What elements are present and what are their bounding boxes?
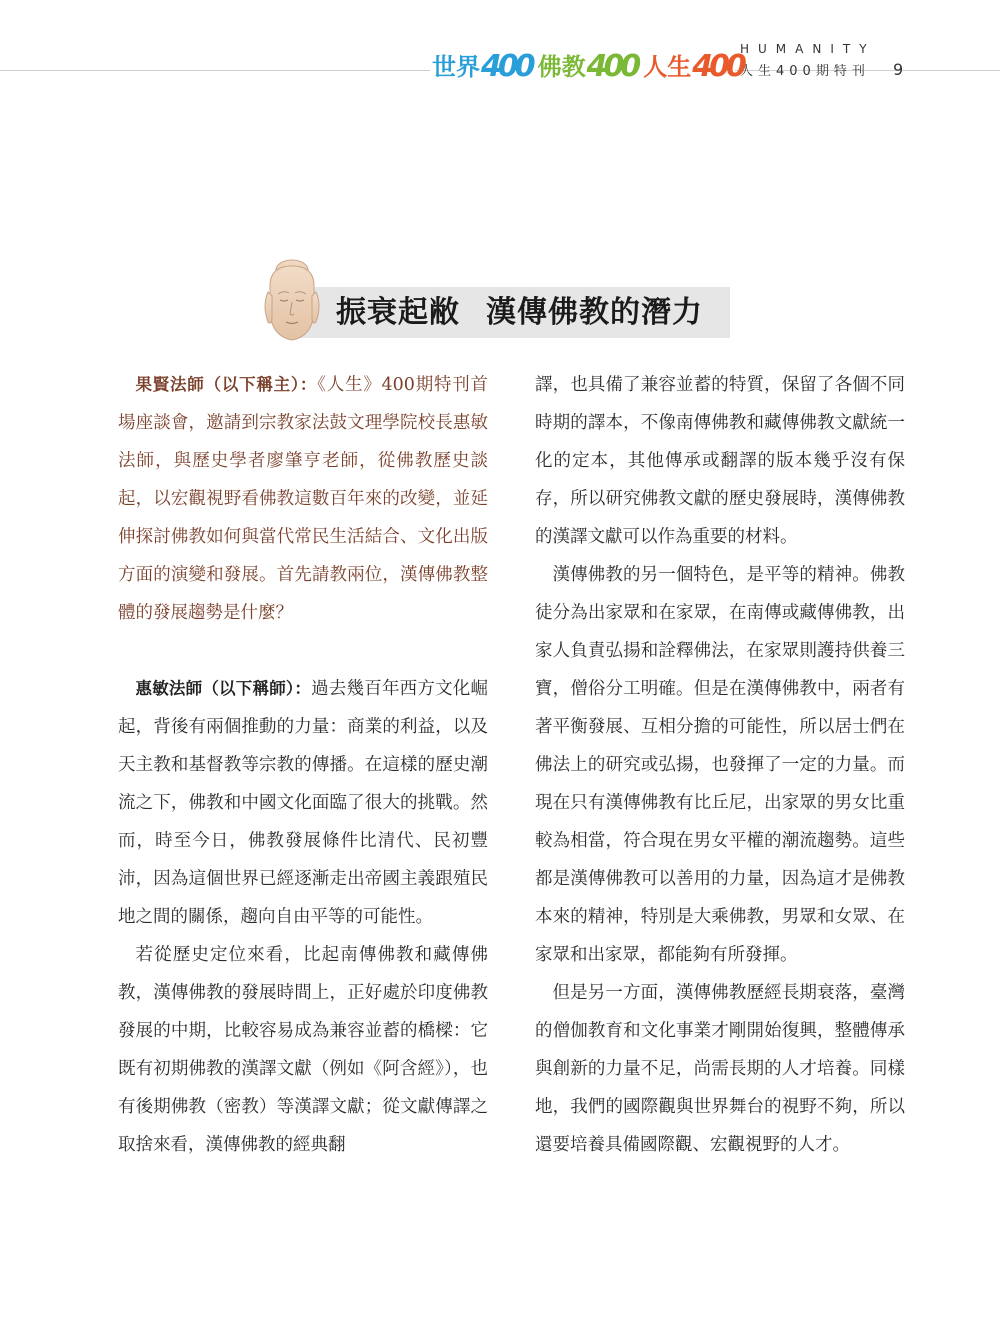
page-number: 9 <box>893 60 904 79</box>
answer-speaker: 惠敏法師（以下稱師）： <box>135 679 312 698</box>
answer-paragraph <box>118 670 488 936</box>
body-paragraph: 若從歷史定位來看，比起南傳佛教和藏傳佛教，漢傳佛教的發展時間上，正好處於印度佛教發展的中期，比較容易成為兼容並蓄的橋樑：它既有初期佛教的漢譯文獻（例如《阿含經》），也有後期佛教（密教）等漢譯文獻；從文獻傳譯之取捨來看，漢傳佛教的經典翻 <box>118 945 488 1155</box>
magazine-masthead <box>740 42 1000 79</box>
logo-number: 400 <box>481 49 532 84</box>
magazine-issue-label: 人生400期特刊 <box>740 64 870 79</box>
logo-item-life <box>643 49 743 84</box>
magazine-name: HUMANITY <box>740 42 876 56</box>
title-part-2: 漢傳佛教的潛力 <box>486 295 703 330</box>
logo-word: 佛教 <box>537 52 586 81</box>
logo-number: 400 <box>692 49 743 84</box>
logo-item-world <box>432 49 532 84</box>
logo-item-buddhism <box>537 49 638 84</box>
title-part-1: 振衰起敝 <box>336 295 460 330</box>
logo-word: 人生 <box>643 52 692 81</box>
page-title <box>336 292 703 334</box>
header-rule-left <box>0 70 430 71</box>
intro-speaker: 果賢法師（以下稱主）： <box>135 375 318 394</box>
answer-text: 過去幾百年西方文化崛起，背後有兩個推動的力量：商業的利益，以及天主教和基督教等宗教的傳播。在這樣的歷史潮流之下，佛教和中國文化面臨了很大的挑戰。然而，時至今日，佛教發展條件比清代、民初豐沛，因為這個世界已經逐漸走出帝國主義跟殖民地之間的關係，趨向自由平等的可能性。 <box>118 679 489 927</box>
right-column <box>535 366 905 1164</box>
body-paragraph: 漢傳佛教的另一個特色，是平等的精神。佛教徒分為出家眾和在家眾，在南傳或藏傳佛教，出家人負責弘揚和詮釋佛法，在家眾則護持供養三寶，僧俗分工明確。但是在漢傳佛教中，兩者有著平衡發展、互相分擔的可能性，所以居士們在佛法上的研究或弘揚，也發揮了一定的力量。而現在只有漢傳佛教有比丘尼，出家眾的男女比重較為相當，符合現在男女平權的潮流趨勢。這些都是漢傳佛教可以善用的力量，因為這才是佛教本來的精神，特別是大乘佛教，男眾和女眾、在家眾和出家眾，都能夠有所發揮。 <box>535 565 905 965</box>
intro-paragraph <box>118 366 488 632</box>
body-paragraph: 但是另一方面，漢傳佛教歷經長期衰落，臺灣的僧伽教育和文化事業才剛開始復興，整體傳承與創新的力量不足，尚需長期的人才培養。同樣地，我們的國際觀與世界舞台的視野不夠，所以還要培養具備國際觀、宏觀視野的人才。 <box>535 983 905 1155</box>
body-paragraph: 譯，也具備了兼容並蓄的特質，保留了各個不同時期的譯本，不像南傳佛教和藏傳佛教文獻統一化的定本，其他傳承或翻譯的版本幾乎沒有保存，所以研究佛教文獻的歷史發展時，漢傳佛教的漢譯文獻可以作為重要的材料。 <box>535 375 905 547</box>
logo-word: 世界 <box>432 52 480 81</box>
logo-number: 400 <box>586 49 638 84</box>
anniversary-logo <box>432 34 749 82</box>
intro-text: 《人生》400期特刊首場座談會，邀請到宗教家法鼓文理學院校長惠敏法師，與歷史學者廖肇亨老師，從佛教歷史談起，以宏觀視野看佛教這數百年來的改變，並延伸探討佛教如何與當代常民生活結合、文化出版方面的演變和發展。首先請教兩位，漢傳佛教整體的發展趨勢是什麼？ <box>118 375 488 623</box>
left-column <box>118 366 488 1164</box>
buddha-head-icon <box>256 256 328 350</box>
